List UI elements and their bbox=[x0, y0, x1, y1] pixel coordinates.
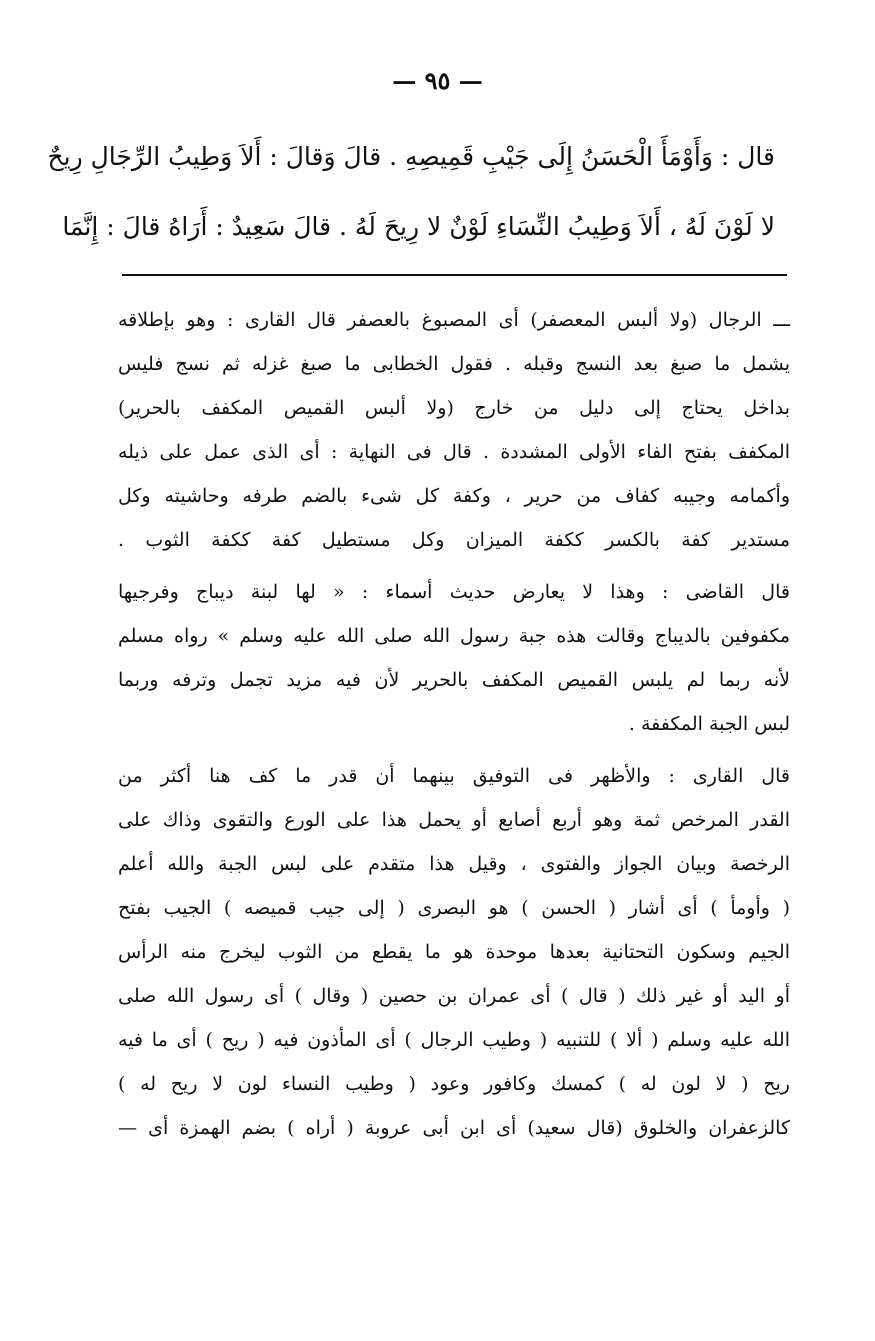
text-line: وأكمامه وجيبه كفاف من حرير ، وكفة كل شىء بالضم طرفه وحاشيته وكل bbox=[118, 485, 790, 507]
text-line: قال القارى : والأظهر فى التوفيق بينهما أن قدر ما كف هنا أكثر من bbox=[118, 765, 790, 787]
text-line: أو اليد أو غير ذلك ( قال ) أى عمران بن حصين ( وقال ) أى رسول الله صلى bbox=[118, 985, 790, 1007]
separator-rule bbox=[122, 274, 787, 276]
hadith-line: لا لَوْنَ لَهُ ، أَلاَ وَطِيبُ النِّسَاءِ لَوْنٌ لا رِيحَ لَهُ . قالَ سَعِيدٌ : أَرَاهُ قالَ : إِنَّمَا bbox=[62, 212, 775, 241]
text-line: القدر المرخص ثمة وهو أربع أصابع أو يحمل هذا على الورع والتقوى وذاك على bbox=[118, 809, 790, 831]
text-line: ـــ الرجال (ولا ألبس المعصفر) أى المصبوغ بالعصفر قال القارى : وهو بإطلاقه bbox=[118, 309, 790, 331]
page-number: — ٩٥ — bbox=[392, 66, 483, 95]
text-line: المكفف بفتح الفاء الأولى المشددة . قال فى النهاية : أى الذى عمل على ذيله bbox=[118, 441, 790, 463]
text-line: لبس الجبة المكففة . bbox=[628, 713, 790, 735]
commentary bbox=[118, 298, 790, 1150]
text-line: ريح ( لا لون له ) كمسك وكافور وعود ( وطيب النساء لون لا ريح له ) bbox=[118, 1073, 790, 1095]
text-line: يشمل ما صبغ بعد النسج وقبله . فقول الخطابى ما صبغ غزله ثم نسج فليس bbox=[118, 353, 790, 375]
text-line: مكفوفين بالديباج وقالت هذه جبة رسول الله صلى الله عليه وسلم » رواه مسلم bbox=[118, 625, 790, 647]
hadith-text bbox=[47, 122, 775, 262]
commentary-paragraph bbox=[118, 570, 790, 746]
text-line: الله عليه وسلم ( ألا ) للتنبيه ( وطيب الرجال ) أى المأذون فيه ( ريح ) أى ما فيه bbox=[118, 1029, 790, 1051]
text-line: بداخل يحتاج إلى دليل من خارج (ولا ألبس القميص المكفف بالحرير) bbox=[118, 397, 790, 419]
text-line: قال القاضى : وهذا لا يعارض حديث أسماء : « لها لبنة ديباج وفرجيها bbox=[118, 581, 790, 603]
hadith-line: قال : وَأَوْمَأَ الْحَسَنُ إِلَى جَيْبِ قَمِيصِهِ . قالَ وَقالَ : أَلاَ وَطِيبُ الرِّجَالِ رِيحٌ bbox=[47, 142, 775, 171]
text-line: الرخصة وبيان الجواز والفتوى ، وقيل هذا متقدم على لبس الجبة والله أعلم bbox=[118, 853, 790, 875]
text-line: لأنه ربما لم يلبس القميص المكفف بالحرير لأن فيه مزيد تجمل وترفه وربما bbox=[118, 669, 790, 691]
text-line: ( وأومأ ) أى أشار ( الحسن ) هو البصرى ( إلى جيب قميصه ) الجيب بفتح bbox=[118, 897, 790, 919]
commentary-paragraph bbox=[118, 298, 790, 562]
commentary-paragraph bbox=[118, 754, 790, 1150]
text-line: مستدير كفة بالكسر ككفة الميزان وكل مستطيل كفة ككفة الثوب . bbox=[118, 529, 790, 551]
text-line: كالزعفران والخلوق (قال سعيد) أى ابن أبى عروبة ( أراه ) بضم الهمزة أى — bbox=[118, 1117, 790, 1139]
text-line: الجيم وسكون التحتانية بعدها موحدة هو ما يقطع من الثوب ليخرج منه الرأس bbox=[118, 941, 790, 963]
